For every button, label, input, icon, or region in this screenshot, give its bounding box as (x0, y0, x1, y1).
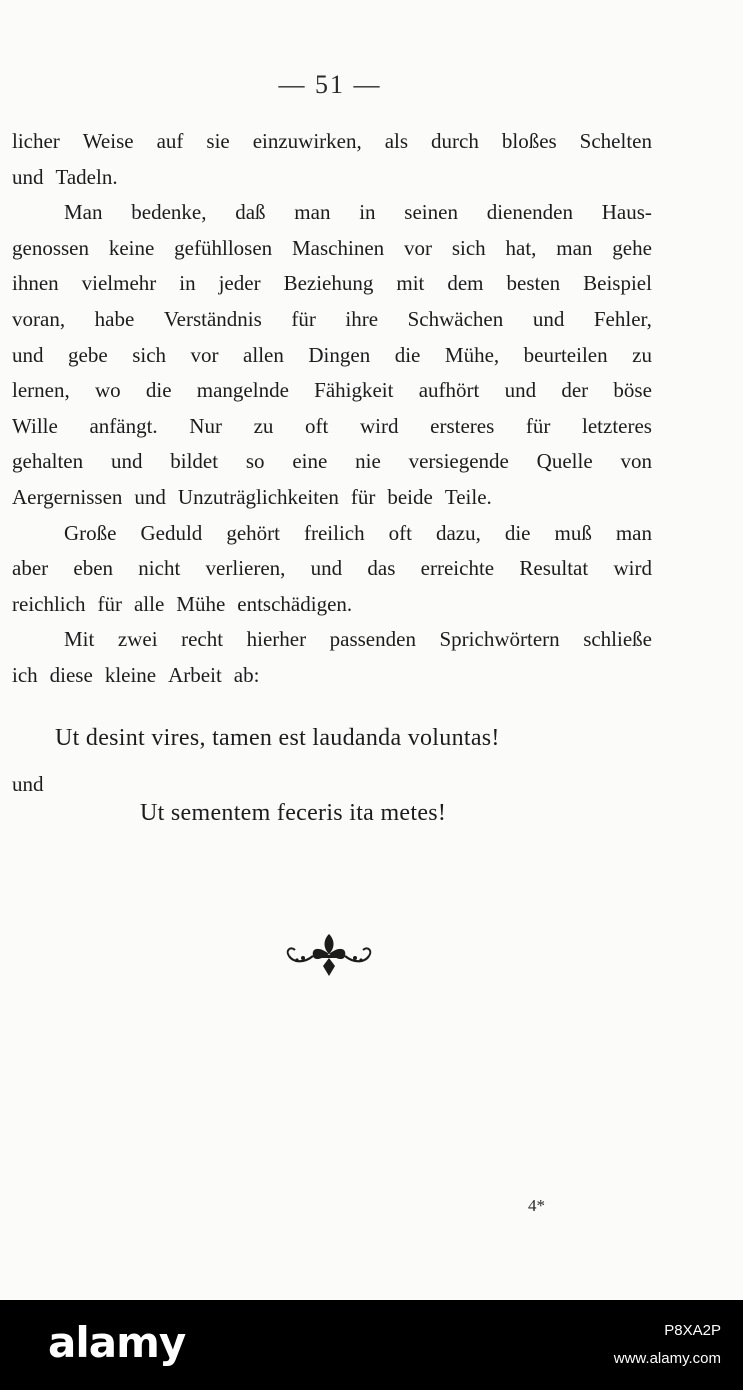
word: für (97, 591, 122, 616)
word: Wille (12, 413, 58, 438)
word: für (350, 484, 376, 509)
latin-proverb-2: Ut sementem feceris ita metes! (140, 800, 447, 826)
word: oft (388, 520, 412, 545)
word: habe (94, 306, 135, 331)
word: gehe (612, 235, 652, 260)
word: ersteres (430, 413, 495, 438)
word: Arbeit (168, 662, 222, 687)
word: aber (12, 556, 49, 581)
word: vor (404, 235, 432, 260)
word: erreichte (420, 556, 495, 581)
text-line (12, 302, 652, 338)
text-line (12, 231, 652, 267)
word: Dingen (308, 342, 371, 367)
word: und (134, 484, 166, 509)
word: oft (305, 413, 329, 438)
word: genossen (12, 235, 89, 260)
word: diese (49, 662, 93, 687)
word: durch (431, 129, 479, 153)
word: und (110, 449, 143, 474)
text-line (12, 124, 652, 160)
word: man (556, 235, 593, 260)
word: wird (613, 556, 652, 581)
body-text (12, 124, 652, 694)
word: muß (554, 520, 592, 545)
word: Haus- (601, 200, 652, 225)
word: zu (632, 342, 652, 367)
connector-word: und (12, 772, 44, 796)
word: bildet (170, 449, 219, 474)
text-line (12, 409, 652, 445)
word: Teile. (444, 484, 492, 509)
word: gefühllosen (174, 235, 273, 260)
word: ihnen (12, 271, 59, 296)
word: besten (506, 271, 561, 296)
page-number: — 51 — (278, 70, 382, 99)
text-line (12, 551, 652, 587)
site-url: www.alamy.com (613, 1350, 721, 1367)
word: Schelten (579, 129, 652, 153)
word: für (291, 306, 316, 331)
word: sie (206, 129, 230, 153)
word: Beispiel (583, 271, 652, 296)
word: mit (396, 271, 425, 296)
word: voran, (12, 306, 66, 331)
word: ab: (233, 662, 260, 687)
word: verlieren, (205, 556, 286, 581)
word: vielmehr (81, 271, 157, 296)
word: Man (64, 200, 103, 225)
word: Nur (189, 413, 222, 438)
word: Maschinen (292, 235, 385, 260)
word: schließe (583, 627, 652, 652)
word: in (359, 200, 376, 225)
word: nie (355, 449, 381, 474)
signature-mark: 4* (528, 1196, 545, 1215)
word: versiegende (408, 449, 509, 474)
word: die (504, 520, 531, 545)
word: Weise (82, 129, 134, 153)
word: ihre (345, 306, 379, 331)
word: sich (451, 235, 486, 260)
watermark-bar (0, 1300, 743, 1390)
word: Beziehung (283, 271, 374, 296)
word: eben (73, 556, 114, 581)
word: Große (64, 520, 117, 545)
word: zu (253, 413, 274, 438)
word: dienenden (486, 200, 573, 225)
word: hat, (505, 235, 537, 260)
word: lernen, (12, 378, 70, 403)
word: beurteilen (523, 342, 608, 367)
word: man (294, 200, 331, 225)
word: gebe (68, 342, 108, 367)
word: böse (613, 378, 652, 403)
word: wo (94, 378, 121, 403)
word: beide (387, 484, 433, 509)
text-line (12, 622, 652, 658)
word: dazu, (435, 520, 481, 545)
word: Resultat (519, 556, 589, 581)
text-line (12, 195, 652, 231)
word: jeder (218, 271, 261, 296)
word: keine (108, 235, 155, 260)
word: ich (12, 662, 38, 687)
word: mangelnde (196, 378, 289, 403)
text-line (12, 658, 652, 694)
word: entschädigen. (237, 591, 353, 616)
word: Mit (64, 627, 95, 652)
word: allen (243, 342, 284, 367)
word: seinen (404, 200, 458, 225)
word: als (384, 129, 409, 153)
text-line (12, 338, 652, 374)
word: einzuwirken, (252, 129, 362, 153)
word: zwei (117, 627, 158, 652)
word: nicht (138, 556, 181, 581)
word: Fehler, (593, 306, 652, 331)
word: Quelle (536, 449, 593, 474)
word: Geduld (140, 520, 203, 545)
word: Fähigkeit (314, 378, 394, 403)
word: die (394, 342, 421, 367)
word: gehalten (12, 449, 84, 474)
word: vor (190, 342, 219, 367)
text-line (12, 266, 652, 302)
word: eine (292, 449, 328, 474)
word: dem (447, 271, 484, 296)
word: anfängt. (89, 413, 158, 438)
fleuron-ornament-icon (283, 930, 375, 986)
word: der (561, 378, 589, 403)
word: Unzuträglichkeiten (177, 484, 339, 509)
word: und (12, 164, 44, 189)
word: auf (156, 129, 184, 153)
word: und (532, 306, 565, 331)
word: aufhört (418, 378, 480, 403)
word: in (179, 271, 196, 296)
word: kleine (104, 662, 157, 687)
word: die (145, 378, 172, 403)
word: reichlich (12, 591, 86, 616)
word: alle (133, 591, 165, 616)
word: und (12, 342, 44, 367)
word: Verständnis (163, 306, 262, 331)
word: das (367, 556, 396, 581)
word: freilich (303, 520, 365, 545)
word: man (615, 520, 652, 545)
text-line (12, 516, 652, 552)
word: Schwächen (407, 306, 504, 331)
word: für (525, 413, 551, 438)
word: von (620, 449, 652, 474)
text-line (12, 587, 652, 623)
word: und (310, 556, 343, 581)
word: bloßes (501, 129, 557, 153)
text-line (12, 480, 652, 516)
word: recht (181, 627, 224, 652)
word: so (245, 449, 265, 474)
word: passenden (329, 627, 416, 652)
word: Mühe (176, 591, 226, 616)
word: Aergernissen (12, 484, 123, 509)
word: wird (360, 413, 399, 438)
word: und (504, 378, 537, 403)
word: letzteres (582, 413, 652, 438)
word: Sprichwörtern (439, 627, 560, 652)
word: Mühe, (444, 342, 500, 367)
word: daß (235, 200, 266, 225)
latin-proverb-1: Ut desint vires, tamen est laudanda voluntas! (55, 725, 500, 751)
word: bedenke, (131, 200, 207, 225)
word: gehört (226, 520, 280, 545)
text-line (12, 160, 652, 196)
word: hierher (246, 627, 307, 652)
word: Tadeln. (55, 164, 118, 189)
image-id: P8XA2P (664, 1322, 721, 1339)
word: sich (132, 342, 167, 367)
text-line (12, 444, 652, 480)
text-line (12, 373, 652, 409)
brand-logo: alamy (48, 1318, 186, 1367)
word: licher (12, 129, 60, 153)
